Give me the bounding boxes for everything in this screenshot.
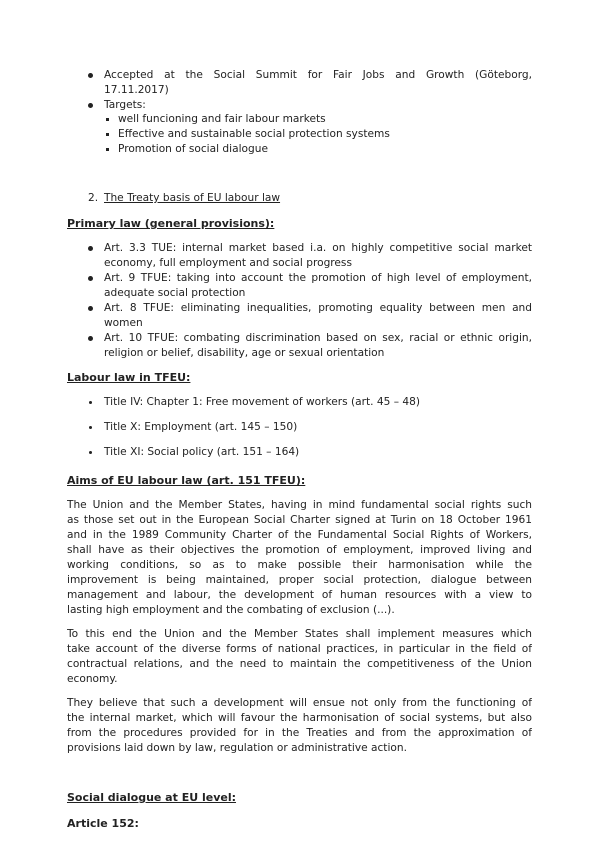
list-item-text: economy, full employment and social progress [104,257,352,269]
sub-list-item: Promotion of social dialogue [118,143,268,155]
paragraph-line: They believe that such a development will ensue not only from the functioning of [67,697,532,709]
section-heading: Primary law (general provisions): [67,217,275,230]
paragraph-line: as those set out in the European Social Charter signed at Turin on 18 October 1961 [67,514,532,526]
bullet-icon [88,103,93,108]
bullet-icon [88,276,93,281]
paragraph-line: take account of the diverse forms of national practices, in particular in the field of [67,643,532,655]
paragraph-line: To this end the Union and the Member States shall implement measures which [67,628,532,640]
bullet-icon [88,246,93,251]
list-item-text: Title X: Employment (art. 145 – 150) [104,421,298,433]
list-item-text: religion or belief, disability, age or sexual orientation [104,347,385,359]
paragraph-line: shall have as their objectives the promotion of employment, improved living and [67,544,532,556]
paragraph-line: The Union and the Member States, having in mind fundamental social rights such [67,499,532,511]
list-item-text: women [104,317,143,329]
paragraph-line: working conditions, so as to make possible their harmonisation while the [67,559,532,571]
bullet-icon [88,73,93,78]
bullet-icon [89,451,92,454]
sub-list-item: Effective and sustainable social protection systems [118,128,390,140]
list-item-text: 17.11.2017) [104,84,169,96]
list-item-text: adequate social protection [104,287,246,299]
paragraph-line: the internal market, which will favour the harmonisation of social systems, but also [67,712,532,724]
paragraph-line: contractual relations, and the need to maintain the competitiveness of the Union [67,658,532,670]
list-item-text: Title IV: Chapter 1: Free movement of workers (art. 45 – 48) [104,396,421,408]
section-heading: Labour law in TFEU: [67,371,191,384]
paragraph-line: management and labour, the development of human resources with a view to [67,589,532,601]
paragraph-line: provisions laid down by law, regulation or administrative action. [67,742,407,754]
paragraph-line: improvement is being maintained, proper social protection, dialogue between [67,574,532,586]
paragraph-line: economy. [67,673,118,685]
paragraph-line: lasting high employment and the combating of exclusion (...). [67,604,395,616]
paragraph-line: and in the 1989 Community Charter of the Fundamental Social Rights of Workers, [67,529,532,541]
section-title: The Treaty basis of EU labour law [104,192,281,204]
section-heading: Aims of EU labour law (art. 151 TFEU): [67,474,306,487]
list-item-text: Art. 3.3 TUE: internal market based i.a. on highly competitive social market [104,242,532,254]
list-item-text: Art. 9 TFUE: taking into account the promotion of high level of employment, [104,272,532,284]
list-item-text: Accepted at the Social Summit for Fair Jobs and Growth (Göteborg, [104,69,532,81]
list-item-text: Targets: [104,99,146,111]
list-item-text: Title XI: Social policy (art. 151 – 164) [104,446,300,458]
section-heading: Social dialogue at EU level: [67,791,237,804]
list-item-text: Art. 10 TFUE: combating discrimination based on sex, racial or ethnic origin, [104,332,532,344]
bullet-icon [88,336,93,341]
sub-list-item: well funcioning and fair labour markets [118,113,326,125]
square-bullet-icon [106,118,109,121]
square-bullet-icon [106,133,109,136]
square-bullet-icon [106,148,109,151]
bullet-icon [88,306,93,311]
article-heading: Article 152: [67,817,139,830]
list-item-text: Art. 8 TFUE: eliminating inequalities, promoting equality between men and [104,302,532,314]
bullet-icon [89,426,92,429]
paragraph-line: from the procedures provided for in the Treaties and from the approximation of [67,727,532,739]
section-number: 2. [88,192,99,204]
bullet-icon [89,401,92,404]
